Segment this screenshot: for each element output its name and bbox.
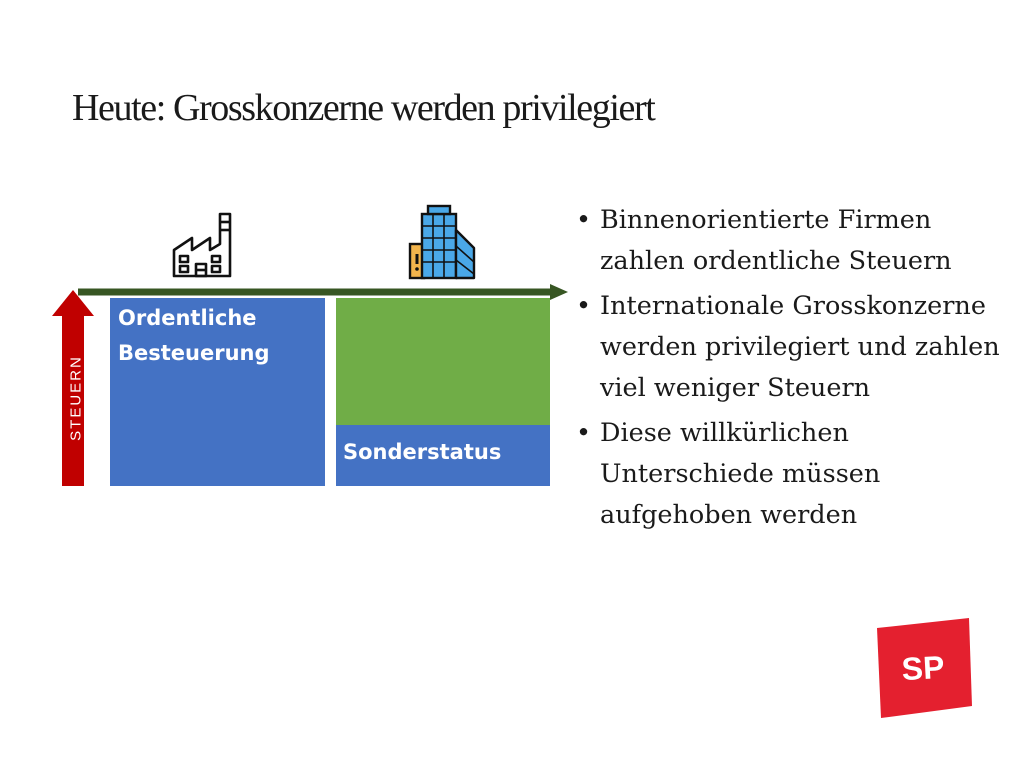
bullet-item: • Binnenorientierte Firmen zahlen ordentliche Steuern <box>572 200 1012 282</box>
bar-ordinary-label-line2: Besteuerung <box>118 341 270 365</box>
bullet-item: • Diese willkürlichen Unterschiede müssen aufgehoben werden <box>572 413 1012 536</box>
tax-axis-label: STEUERN <box>67 355 85 441</box>
factory-icon <box>170 206 240 280</box>
bullet-item: • Internationale Grosskonzerne werden privilegiert und zahlen viel weniger Steuern <box>572 286 1012 409</box>
bar-special-label: Sonderstatus <box>343 440 502 464</box>
bar-tax-saving <box>336 298 550 425</box>
bar-ordinary-label-line1: Ordentliche <box>118 306 257 330</box>
sp-logo-text: SP <box>900 648 946 688</box>
sp-logo <box>873 616 973 720</box>
bar-ordinary-label <box>118 301 270 371</box>
office-building-icon <box>404 204 480 280</box>
bullet-list <box>572 200 1012 540</box>
slide-title: Heute: Grosskonzerne werden privilegiert <box>72 87 655 129</box>
